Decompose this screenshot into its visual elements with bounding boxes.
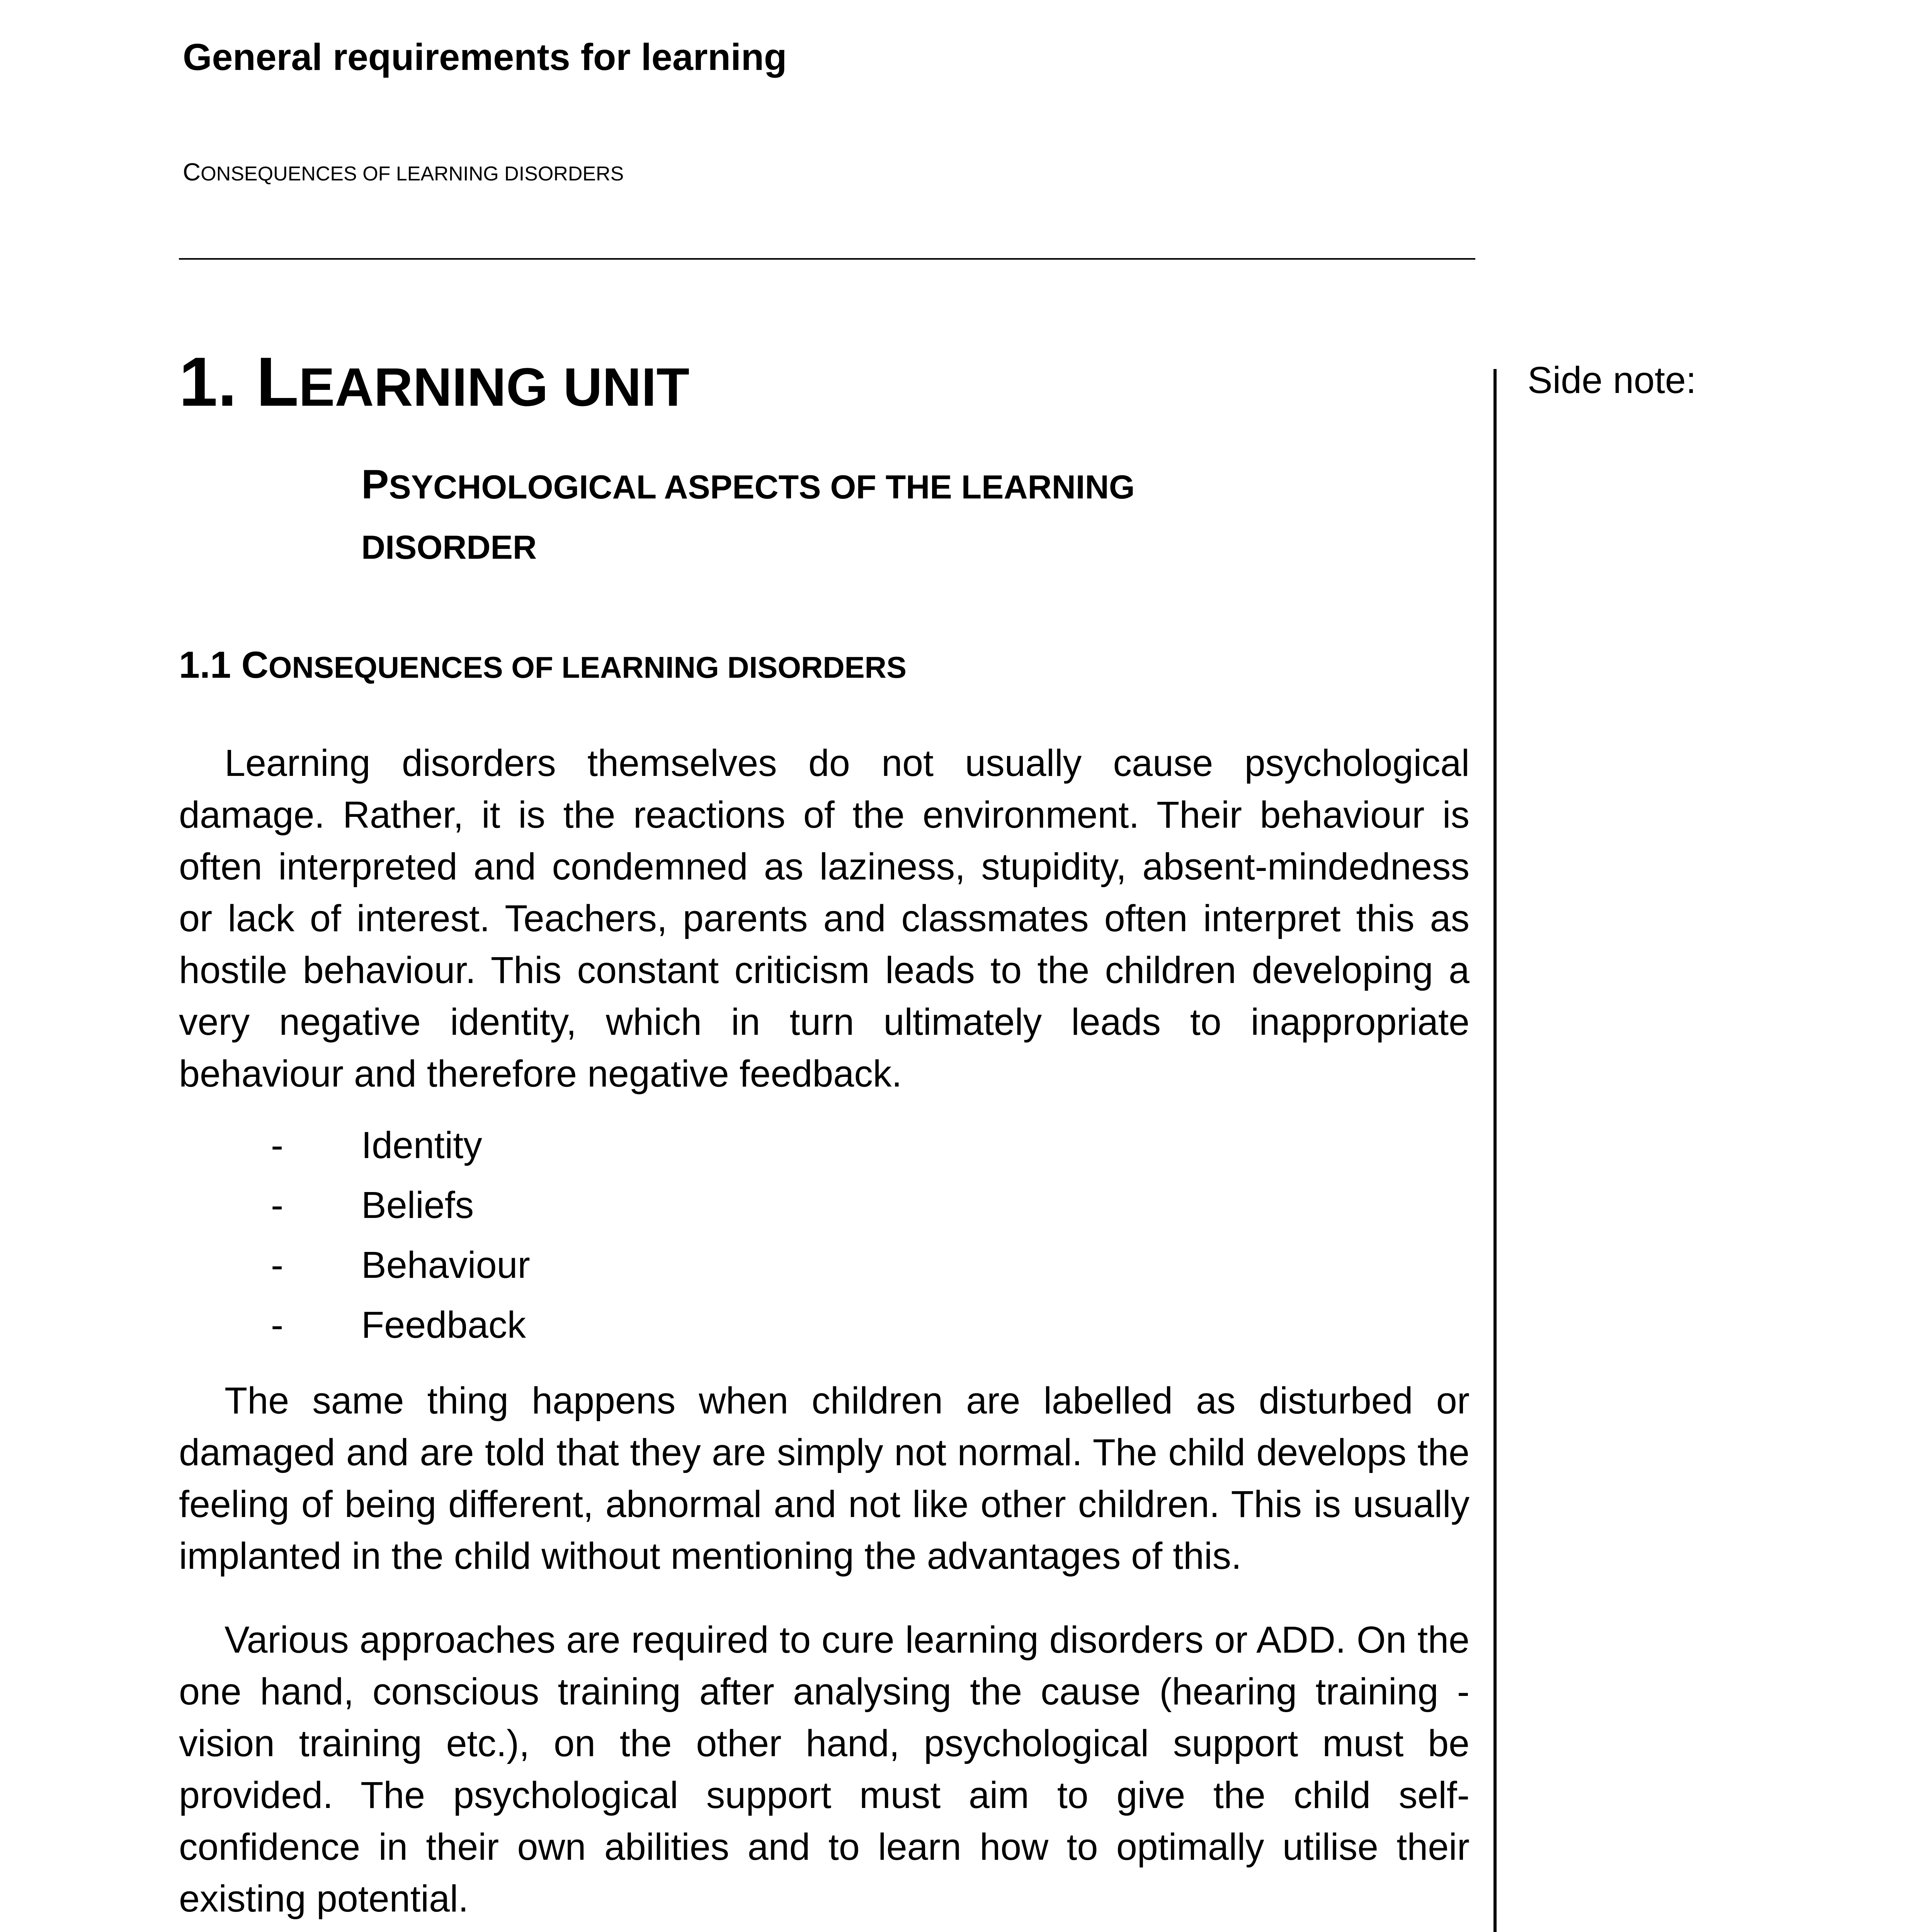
unit-subtitle	[361, 454, 1443, 578]
unit-title-rest: EARNING UNIT	[299, 357, 690, 417]
list-item	[179, 1122, 1470, 1182]
header-divider	[179, 258, 1475, 260]
paragraph-1: Learning disorders themselves do not usually cause psychological damage. Rather, it is the reactions of the environment. Their behaviour is often interpreted and condemned as laziness, stupidity, absent-mindedness or lack of interest. Teachers, parents and classmates often interpret this as hostile behaviour. This constant criticism leads to the children developing a very negative identity, which in turn ultimately leads to inappropriate behaviour and therefore negative feedback.	[179, 742, 1470, 1095]
bullet-dash: -	[271, 1184, 284, 1226]
unit-title	[179, 344, 689, 420]
unit-subtitle-line-1	[361, 454, 1443, 517]
running-header-title: General requirements for learning	[183, 36, 787, 78]
paragraph-3: Various approaches are required to cure learning disorders or ADD. On the one hand, conscious training after analysing the cause (hearing training - vision training etc.), on the other hand, psychological support must be provided. The psychological support must aim to give the child self-confidence in their own abilities and to learn how to optimally utilise their existing potential.	[179, 1619, 1470, 1920]
section-heading-rest: ONSEQUENCES OF LEARNING DISORDERS	[268, 650, 907, 684]
section-heading-prefix: 1.1 C	[179, 644, 269, 686]
list-item-text: Identity	[361, 1124, 482, 1166]
list-item-text: Behaviour	[361, 1244, 530, 1286]
running-header-subtitle-initial: C	[183, 158, 201, 186]
bullet-dash: -	[271, 1124, 284, 1166]
list-item-text: Feedback	[361, 1304, 526, 1346]
bullet-list-1	[179, 1122, 1470, 1362]
running-header-subtitle	[183, 158, 624, 186]
unit-title-prefix: 1. L	[179, 343, 299, 421]
list-item	[179, 1182, 1470, 1242]
list-item	[179, 1302, 1470, 1362]
paragraph-2: The same thing happens when children are labelled as disturbed or damaged and are told that they are simply not normal. The child develops the feeling of being different, abnormal and not like other children. This is usually implanted in the child without mentioning the advantages of this.	[179, 1379, 1470, 1577]
unit-subtitle-line-1-rest: SYCHOLOGICAL ASPECTS OF THE LEARNING	[389, 469, 1135, 506]
unit-subtitle-initial: P	[361, 461, 389, 507]
side-note-divider	[1493, 369, 1497, 1932]
side-note-label: Side note:	[1527, 359, 1696, 401]
section-heading	[179, 643, 907, 687]
bullet-dash: -	[271, 1244, 284, 1286]
running-header-subtitle-rest: ONSEQUENCES OF LEARNING DISORDERS	[201, 163, 624, 185]
bullet-dash: -	[271, 1304, 284, 1346]
list-item	[179, 1242, 1470, 1302]
list-item-text: Beliefs	[361, 1184, 474, 1226]
unit-subtitle-line-2: DISORDER	[361, 529, 537, 566]
